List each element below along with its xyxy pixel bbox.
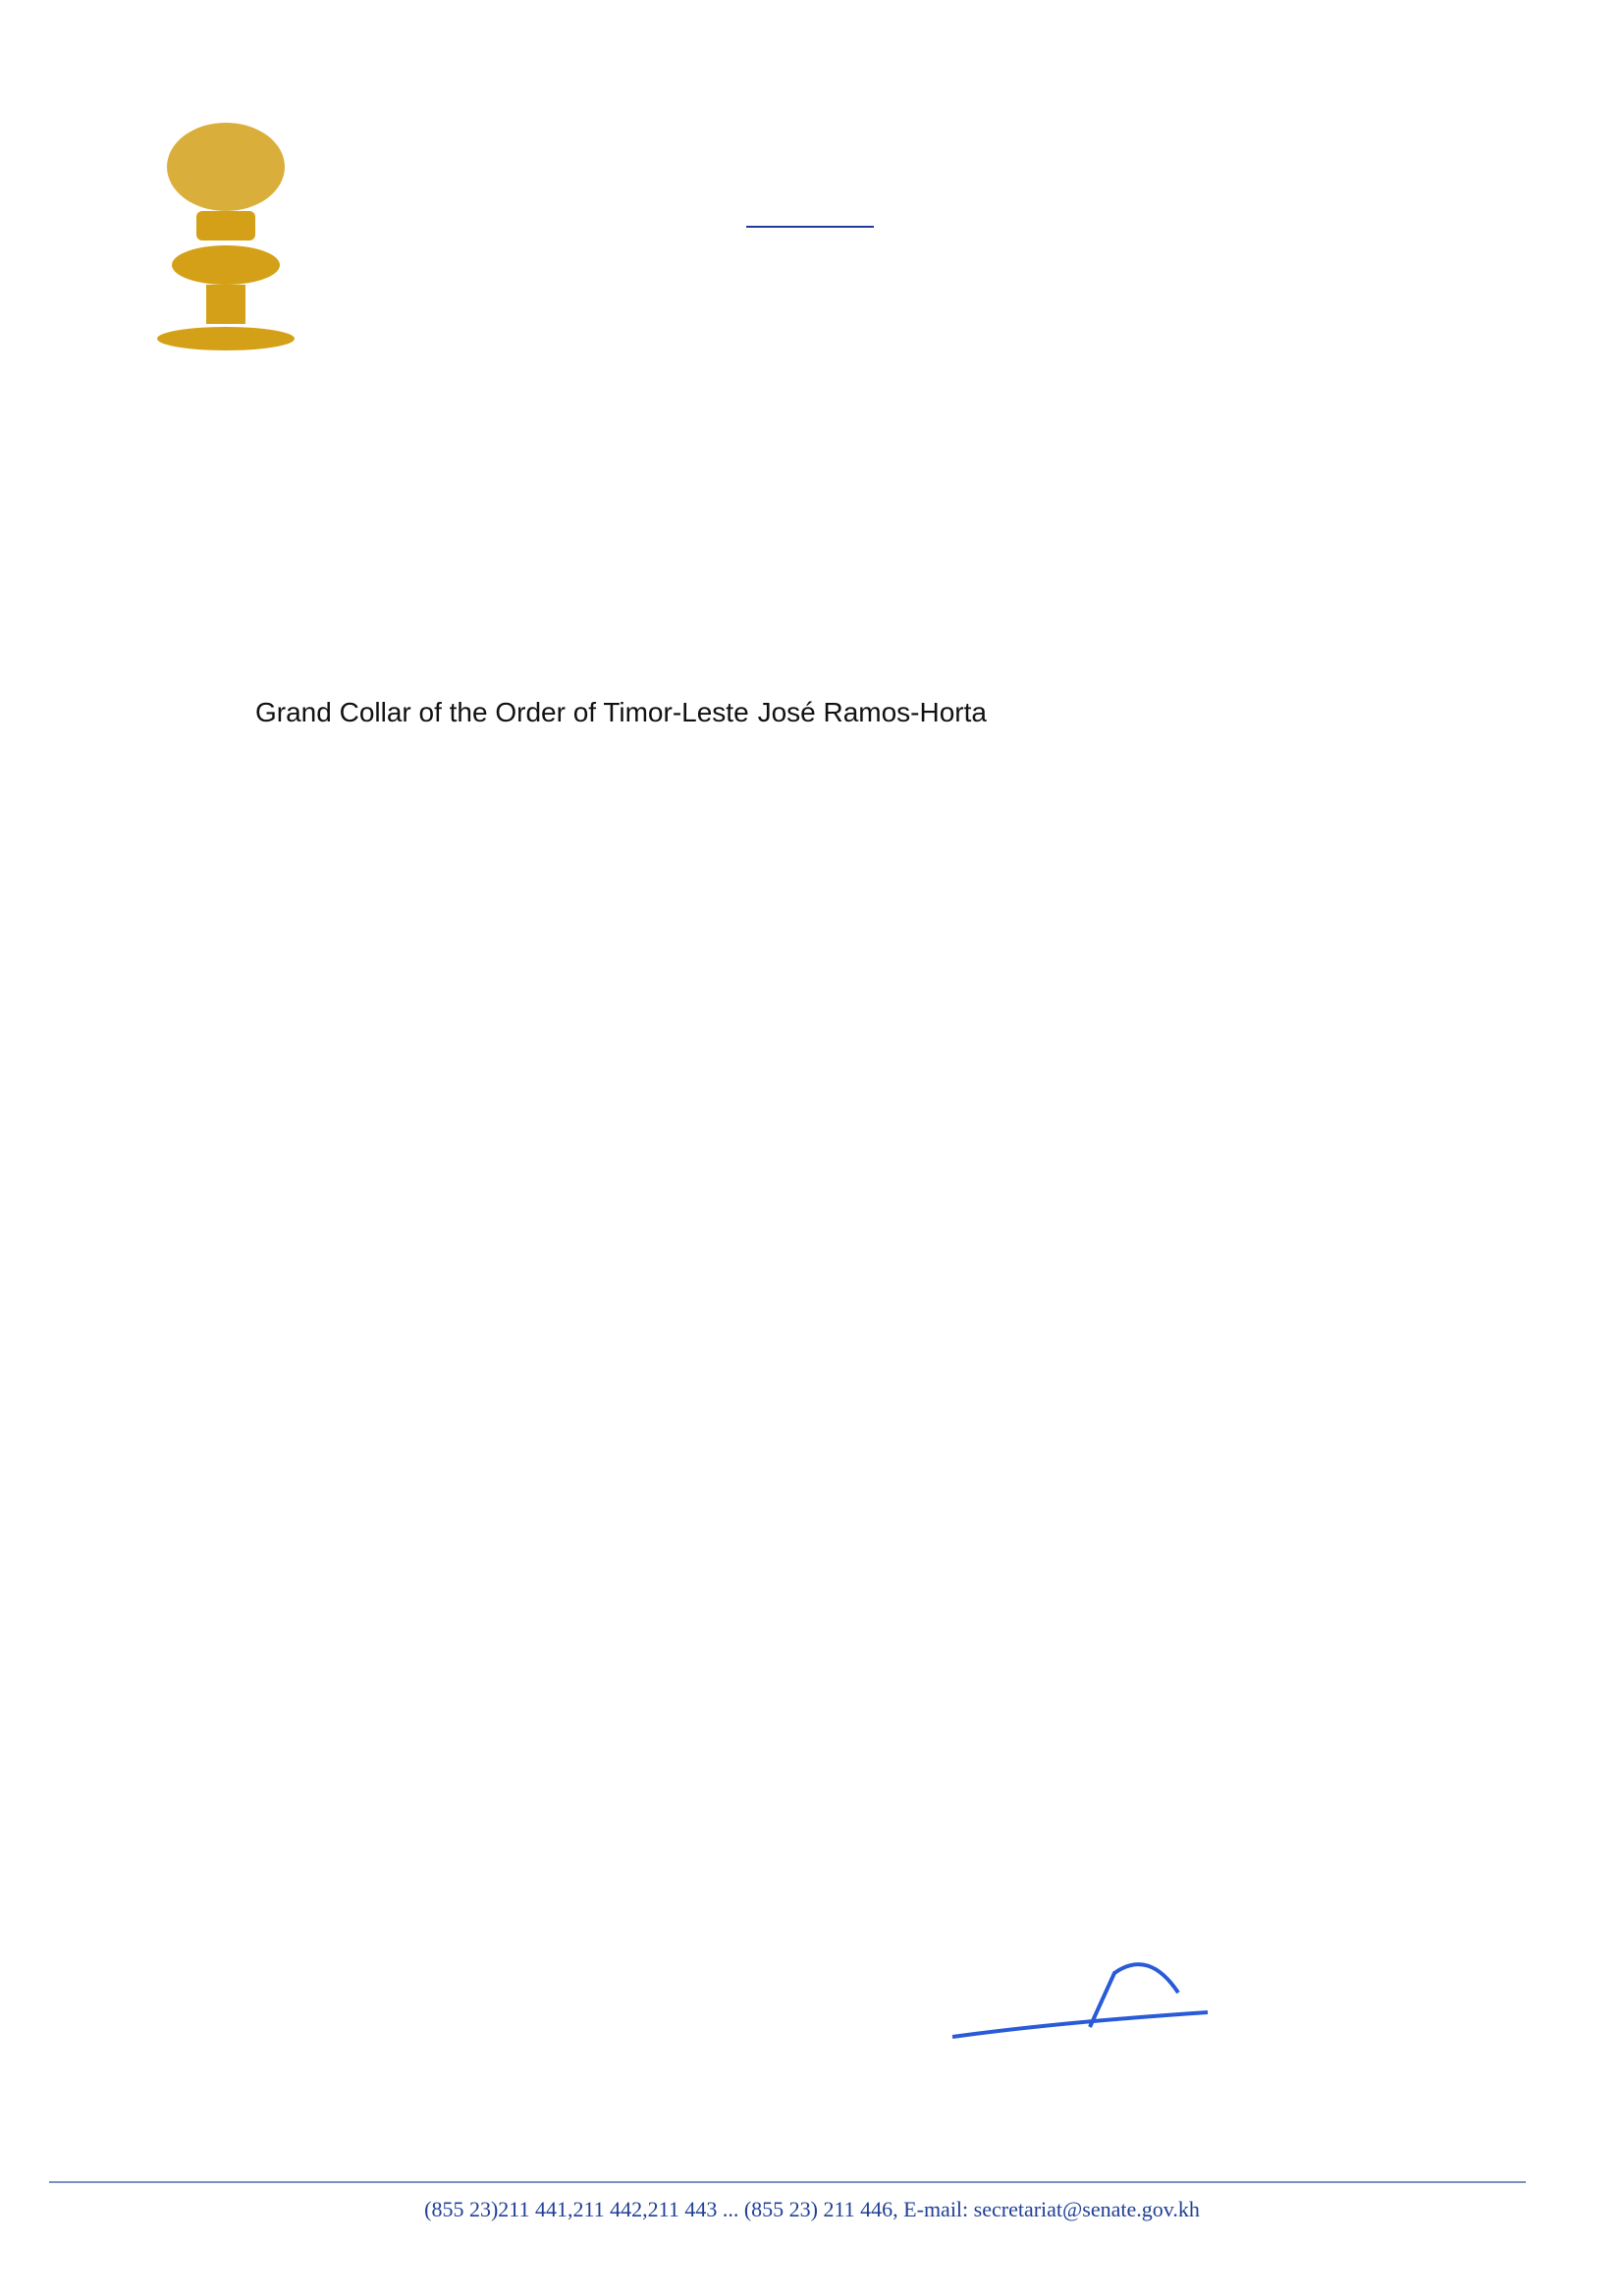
award-name: Grand Collar of the Order of Timor-Leste xyxy=(255,697,749,727)
letterhead-divider xyxy=(746,226,874,228)
footer xyxy=(49,2191,1575,2227)
body-paragraph-1 xyxy=(187,687,1522,738)
letter-body xyxy=(187,648,1522,777)
senate-emblem-icon xyxy=(137,118,314,353)
footer-contacts: (855 23)211 441,211 442,211 443 ... (855 23) 211 446, E-mail: secretariat@senate.gov.kh xyxy=(424,2197,1200,2221)
handwritten-signature xyxy=(943,1953,1218,2061)
laureate-name: José Ramos-Horta xyxy=(757,697,987,727)
footer-divider xyxy=(49,2181,1526,2183)
